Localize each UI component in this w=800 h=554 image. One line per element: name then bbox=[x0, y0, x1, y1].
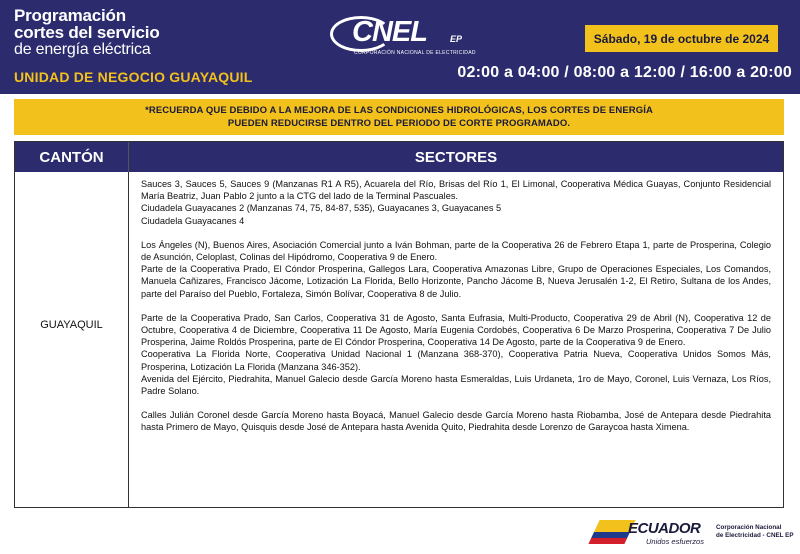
table-header bbox=[15, 142, 783, 172]
paragraph-gap bbox=[141, 227, 771, 239]
sector-paragraph: Parte de la Cooperativa Prado, San Carlos, Cooperativa 31 de Agosto, Santa Eufrasia, Multi-Producto, Cooperativa 29 de Abril (N), Cooperativa 12 de Octubre, Cooperativa 4 de Diciembre, Cooperativa 11 De Agosto, María Eugenia Cordobés, Cooperativa 6 De Marzo Prosperina, Cooperativa 7 De Julio Prosperina, Jaime Roldós Prosperina, parte de El Cóndor Prosperina, Cooperativa 14 De Agosto, parte de la Cooperativa 9 de Enero. bbox=[141, 312, 771, 348]
column-header-sectores: SECTORES bbox=[414, 148, 498, 166]
sector-paragraph: Ciudadela Guayacanes 2 (Manzanas 74, 75, 84-87, 535), Guayacanes 3, Guayacanes 5 bbox=[141, 203, 502, 214]
corporation-name bbox=[716, 524, 794, 540]
logo-text: CNEL bbox=[352, 16, 427, 48]
sector-paragraph: Cooperativa La Florida Norte, Cooperativa Unidad Nacional 1 (Manzana 368-370), Cooperativa Patria Nueva, Cooperativa Unidos Somos Más, Prosperina, Lotización La Florida (Manzana 346-352). bbox=[141, 349, 771, 372]
cnel-logo bbox=[330, 12, 476, 62]
table-row bbox=[15, 172, 783, 507]
column-header-canton: CANTÓN bbox=[15, 142, 129, 172]
corporation-line-2: de Electricidad - CNEL EP bbox=[716, 532, 794, 539]
ecuador-slogan: Unidos esfuerzos bbox=[646, 537, 704, 546]
notice-line-2: PUEDEN REDUCIRSE DENTRO DEL PERIODO DE CORTE PROGRAMADO. bbox=[227, 118, 571, 129]
paragraph-gap bbox=[141, 300, 771, 312]
title-line-3: de energía eléctrica bbox=[14, 41, 151, 58]
logo-subtitle: CORPORACIÓN NACIONAL DE ELECTRICIDAD bbox=[354, 50, 476, 56]
ecuador-brand: ECUADOR bbox=[628, 520, 701, 537]
logo-ep: EP bbox=[450, 34, 463, 44]
sector-paragraph: Calles Julián Coronel desde García Moreno hasta Boyacá, Manuel Galecio desde García Moreno hasta Riobamba, José de Antepara desde Piedrahita hasta Primero de Mayo, Quisquis desde José de Antepara hasta Avenida Quito, Piedrahita desde Lorenzo de Garaycoa hasta Ximena. bbox=[141, 410, 771, 433]
sector-paragraph: Parte de la Cooperativa Prado, El Cóndor Prosperina, Gallegos Lara, Cooperativa Amazonas Libre, Grupo de Operaciones Especiales, Los Comandos, Manuela Cañizares, Francisco Jácome, Lotización La Florida, Bello Horizonte, Pancho Jácome B, Nueva Jerusalén 1-2, El Retiro, Sultana de los Andes, parte del Paraíso del Pueblo, Fortaleza, Simón Bolívar, Cooperativa 8 de Julio. bbox=[141, 264, 771, 299]
business-unit: UNIDAD DE NEGOCIO GUAYAQUIL bbox=[14, 69, 253, 85]
notice-banner bbox=[14, 99, 784, 135]
title-line-2: cortes del servicio bbox=[14, 23, 160, 42]
sector-paragraph: Sauces 3, Sauces 5, Sauces 9 (Manzanas R1 A R5), Acuarela del Río, Brisas del Río 1, El Limonal, Cooperativa Médica Guayas, Conjunto Residencial María Beatriz, Juan Pablo 2 junto a la CTG del lado de la Terminal Pascuales. bbox=[141, 179, 771, 202]
sector-paragraph: Avenida del Ejército, Piedrahita, Manuel Galecio desde García Moreno hasta Esmeraldas, Luis Urdaneta, 1ro de Mayo, Coronel, Luis Vernaza, Los Ríos, Padre Solano. bbox=[141, 373, 771, 397]
canton-cell: GUAYAQUIL bbox=[15, 172, 129, 507]
footer-branding bbox=[580, 512, 795, 552]
header-title bbox=[14, 7, 160, 59]
sectores-cell bbox=[129, 172, 783, 507]
header-banner bbox=[0, 0, 800, 94]
schedule-table bbox=[14, 141, 784, 508]
notice-line-1: *RECUERDA QUE DEBIDO A LA MEJORA DE LAS CONDICIONES HIDROLÓGICAS, LOS CORTES DE ENERGÍA bbox=[145, 105, 653, 116]
date-badge: Sábado, 19 de octubre de 2024 bbox=[585, 25, 778, 52]
sector-paragraph: Los Ángeles (N), Buenos Aires, Asociación Comercial junto a Iván Bohman, parte de la Cooperativa 26 de Febrero Etapa 1, parte de Prosperina, Colegio de Asunción, Celoplast, Colinas del Hipódromo, Cooperativa 9 de Enero. bbox=[141, 239, 771, 263]
outage-hours: 02:00 a 04:00 / 08:00 a 12:00 / 16:00 a 20:00 bbox=[457, 64, 792, 81]
title-line-1: Programación bbox=[14, 6, 126, 25]
paragraph-gap bbox=[141, 397, 771, 409]
sector-paragraph: Ciudadela Guayacanes 4 bbox=[141, 215, 245, 226]
corporation-line-1: Corporación Nacional bbox=[716, 524, 782, 531]
